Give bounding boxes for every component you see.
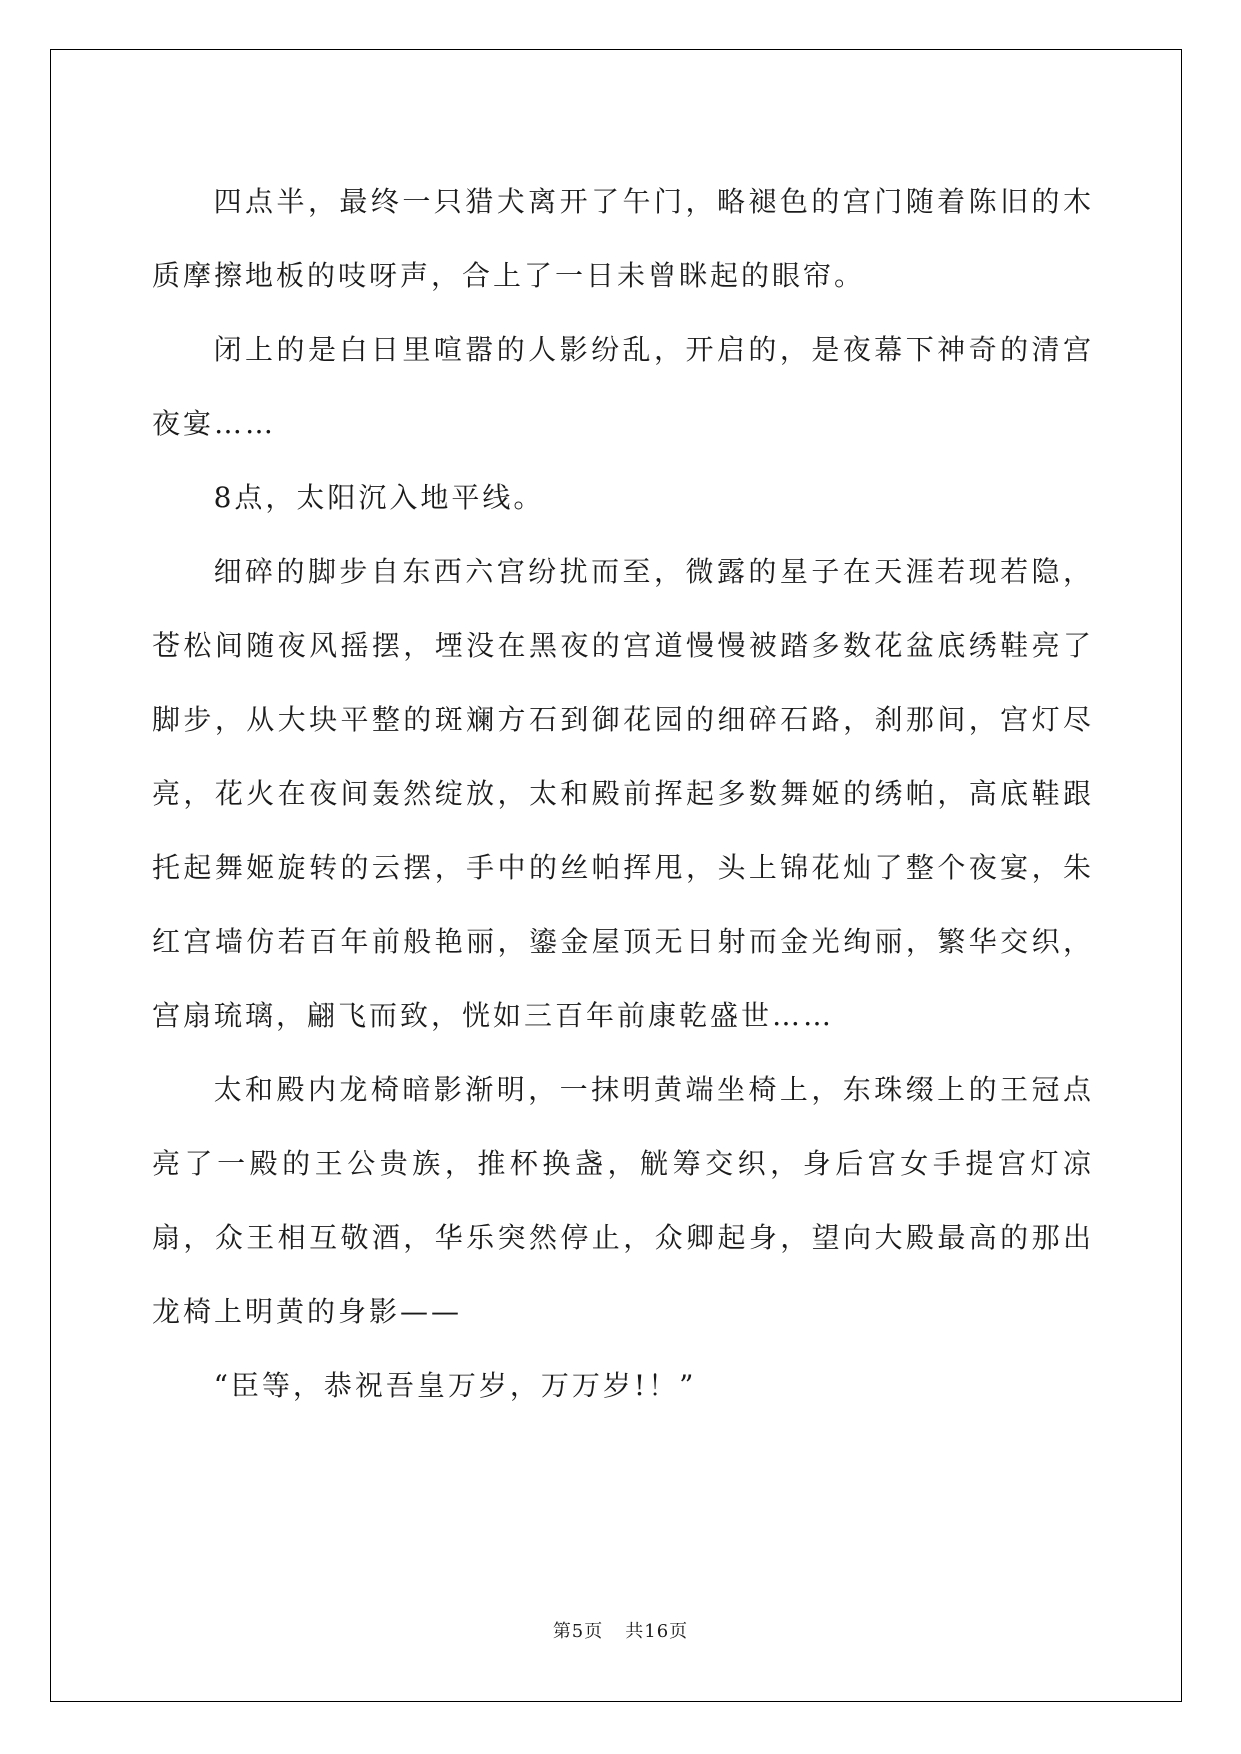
paragraph: “臣等，恭祝吾皇万岁，万万岁!！” (213, 1369, 697, 1402)
page-footer (0, 1617, 1241, 1643)
paragraph: 四点半，最终一只猎犬离开了午门，略褪色的宫门随着陈旧的木质摩擦地板的吱呀声，合上了一日未曾眯起的眼帘。 (152, 185, 1094, 292)
paragraph: 闭上的是白日里喧嚣的人影纷乱，开启的，是夜幕下神奇的清宫夜宴…… (152, 333, 1094, 440)
page-total: 共16页 (625, 1621, 689, 1642)
paragraph: 太和殿内龙椅暗影渐明，一抹明黄端坐椅上，东珠缀上的王冠点亮了一殿的王公贵族，推杯换盏，觥筹交织，身后宫女手提宫灯凉扇，众王相互敬酒，华乐突然停止，众卿起身，望向大殿最高的那出龙椅上明黄的身影—— (152, 1073, 1094, 1328)
paragraph: 8点，太阳沉入地平线。 (213, 481, 545, 514)
page-number: 第5页 (552, 1621, 604, 1642)
paragraph: 细碎的脚步自东西六宫纷扰而至，微露的星子在天涯若现若隐，苍松间随夜风摇摆，堙没在黑夜的宫道慢慢被踏多数花盆底绣鞋亮了脚步，从大块平整的斑斓方石到御花园的细碎石路，刹那间，宫灯尽亮，花火在夜间轰然绽放，太和殿前挥起多数舞姬的绣帕，高底鞋跟托起舞姬旋转的云摆，手中的丝帕挥甩，头上锦花灿了整个夜宴，朱红宫墙仿若百年前般艳丽，鎏金屋顶无日射而金光绚丽，繁华交织，宫扇琉璃，翩飞而致，恍如三百年前康乾盛世…… (152, 555, 1094, 1032)
document-body (152, 165, 1094, 1423)
